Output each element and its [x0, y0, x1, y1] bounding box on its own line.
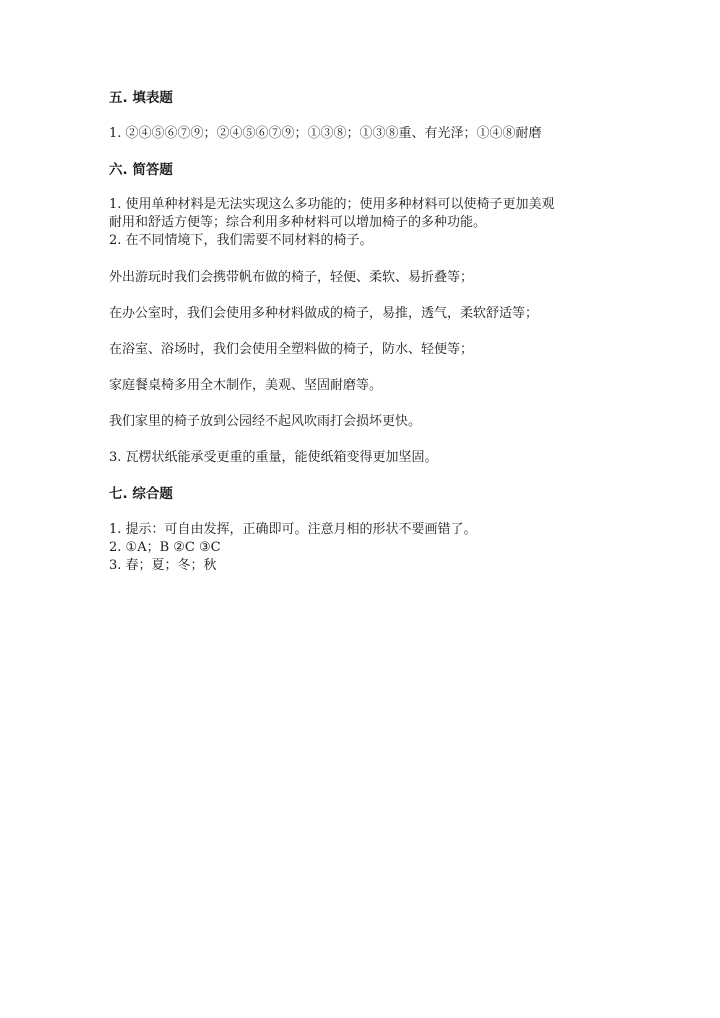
section-6-heading: 六. 简答题	[109, 162, 173, 178]
section-6-answer-1-line-1: 1. 使用单种材料是无法实现这么多功能的；使用多种材料可以使椅子更加美观	[109, 197, 555, 212]
section-6-answer-2-office: 在办公室时，我们会使用多种材料做成的椅子，易推，透气，柔软舒适等；	[109, 306, 539, 321]
section-6-answer-1-line-2: 耐用和舒适方便等；综合利用多种材料可以增加椅子的多种功能。	[109, 215, 487, 230]
section-6-answer-2-outdoor: 外出游玩时我们会携带帆布做的椅子，轻便、柔软、易折叠等；	[109, 270, 474, 285]
section-6-answer-2-dining: 家庭餐桌椅多用全木制作，美观、坚固耐磨等。	[109, 378, 383, 393]
section-6-answer-2-park: 我们家里的椅子放到公园经不起风吹雨打会损坏更快。	[109, 414, 422, 429]
section-7-answer-3: 3. 春；夏；冬；秋	[109, 558, 217, 573]
section-5-answer-1: 1. ②④⑤⑥⑦⑨；②④⑤⑥⑦⑨；①③⑧；①③⑧重、有光泽；①④⑧耐磨	[109, 126, 542, 141]
section-6-answer-3: 3. 瓦楞状纸能承受更重的重量，能使纸箱变得更加坚固。	[109, 450, 438, 465]
section-6-answer-2: 2. 在不同情境下，我们需要不同材料的椅子。	[109, 233, 373, 248]
section-5-heading: 五. 填表题	[109, 90, 173, 106]
section-6-answer-2-bathroom: 在浴室、浴场时，我们会使用全塑料做的椅子，防水、轻便等；	[109, 342, 474, 357]
section-7-answer-2: 2. ①A；B ②C ③C	[109, 540, 221, 555]
section-7-answer-1: 1. 提示：可自由发挥，正确即可。注意月相的形状不要画错了。	[109, 522, 477, 537]
section-7-heading: 七. 综合题	[109, 486, 173, 502]
